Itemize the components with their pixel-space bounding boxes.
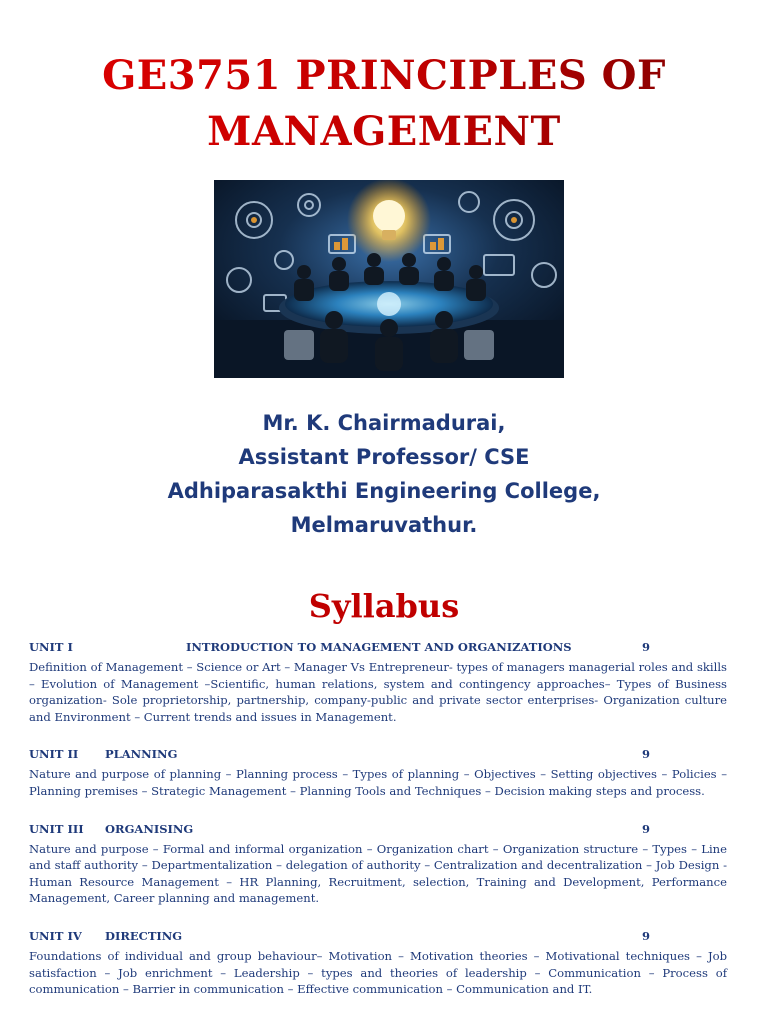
unit-description: Nature and purpose of planning – Planning process – Types of planning – Objectives – Setting objectives – Policies – Planning premises – Strategic Management – Planning Tools and Techniques – Decision making steps and process. xyxy=(29,767,727,798)
author-name: Mr. K. Chairmadurai, xyxy=(262,411,506,435)
unit-title: PLANNING xyxy=(105,747,178,762)
unit-1 xyxy=(29,640,727,725)
meeting-illustration-image xyxy=(214,180,564,378)
title-line-2: MANAGEMENT xyxy=(207,108,561,155)
author-college: Adhiparasakthi Engineering College, xyxy=(167,479,601,503)
unit-3 xyxy=(29,822,727,907)
unit-description: Foundations of individual and group behaviour– Motivation – Motivation theories – Motivational techniques – Job satisfaction – Job enrichment – Leadership – types and theories of leadership – Communication – Process of communication – Barrier in communication – Effective communication – Communication and IT. xyxy=(29,948,727,997)
syllabus-heading: Syllabus xyxy=(308,587,460,625)
unit-header xyxy=(29,640,727,657)
author-place: Melmaruvathur. xyxy=(290,513,478,537)
unit-description: Nature and purpose – Formal and informal organization – Organization chart – Organization structure – Types – Line and staff authority – Departmentalization – delegation of authority – Centralization and decentralization – Job Design - Human Resource Management – HR Planning, Recruitment, selection, Training and Development, Performance Management, Career planning and management. xyxy=(29,841,727,906)
unit-header xyxy=(29,822,727,839)
unit-2 xyxy=(29,747,727,799)
unit-title: DIRECTING xyxy=(105,928,183,943)
unit-title: ORGANISING xyxy=(105,821,194,836)
unit-title: INTRODUCTION TO MANAGEMENT AND ORGANIZATIONS xyxy=(186,640,572,654)
author-block xyxy=(0,406,768,542)
unit-4 xyxy=(29,929,727,998)
unit-header xyxy=(29,747,727,764)
author-designation: Assistant Professor/ CSE xyxy=(238,445,530,469)
unit-number: UNIT III xyxy=(29,821,84,836)
unit-number: UNIT I xyxy=(29,640,73,654)
document-title xyxy=(0,48,768,160)
unit-number: UNIT II xyxy=(29,747,79,762)
unit-hours: 9 xyxy=(642,928,651,943)
unit-hours: 9 xyxy=(642,640,651,654)
unit-header xyxy=(29,929,727,946)
syllabus-units xyxy=(29,640,727,1020)
unit-hours: 9 xyxy=(642,821,651,836)
title-line-1: GE3751 PRINCIPLES OF xyxy=(102,52,666,99)
unit-number: UNIT IV xyxy=(29,928,82,943)
unit-hours: 9 xyxy=(642,747,651,762)
unit-description: Definition of Management – Science or Art – Manager Vs Entrepreneur- types of managers managerial roles and skills – Evolution of Management –Scientific, human relations, system and contingency approaches– Types of Business organization- Sole proprietorship, partnership, company-public and private sector enterprises- Organization culture and Environment – Current trends and issues in Management. xyxy=(29,660,727,724)
